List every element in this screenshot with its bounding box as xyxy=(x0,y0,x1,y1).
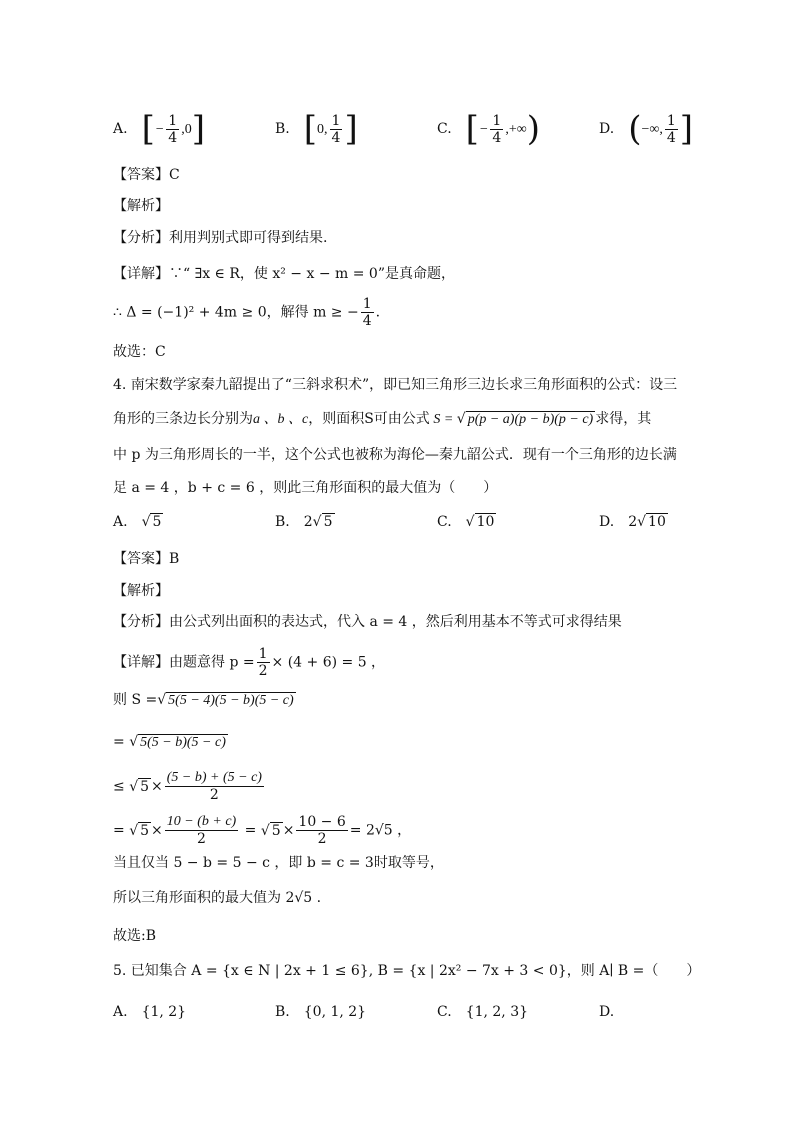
frac-den: 2 xyxy=(258,663,268,679)
q4-sides: a 、b 、c xyxy=(253,412,309,427)
option-label: C. xyxy=(437,514,452,530)
q4-detail1 xyxy=(113,646,385,679)
q3-detail: 【详解】∵“ ∃x ∈ R，使 x² − x − m = 0”是真命题， xyxy=(113,266,455,282)
option-label: A. xyxy=(113,121,128,137)
frac-den: 2 xyxy=(317,831,327,847)
q5-option-a xyxy=(113,1002,186,1022)
q4-stem-line2: 角形的三条边长分别为a 、b 、c，则面积S可由公式 S = √ p(p − a)(p − b)(p − c) 求得，其 xyxy=(113,411,652,427)
radicand: 5 xyxy=(152,514,162,530)
q3-detail-line2: ∴ Δ = (−1)² + 4m ≥ 0，解得 m ≥ − $\frac{1}{4}$ . xyxy=(113,296,381,329)
frac-den: 2 xyxy=(197,831,206,847)
frac-num: 1 xyxy=(666,112,676,129)
option-label: D. xyxy=(599,121,615,137)
q4-eq4: = √ 5 × $\frac{10 - (b + c)}{2}$ = √ 5 × $\frac{10 - 6}{2}$ = 2√5 ， xyxy=(113,814,412,847)
q5-option-b xyxy=(275,1002,366,1022)
radicand: 10 xyxy=(648,514,666,530)
q4-fenxi: 【分析】由公式列出面积的表达式，代入 a = 4 ，然后利用基本不等式可求得结果 xyxy=(113,614,622,630)
radicand: 5(5 − 4)(5 − b)(5 − c) xyxy=(168,693,294,708)
q4-eq2: = √ 5(5 − b)(5 − c) xyxy=(113,734,226,750)
frac-num: 1 xyxy=(168,112,178,129)
radicand: 5(5 − b)(5 − c) xyxy=(140,735,226,750)
q3-choice: 故选：C xyxy=(113,344,166,360)
q5-option-c xyxy=(437,1002,528,1022)
q4-stem-line4: 足 a = 4 ，b + c = 6 ，则此三角形面积的最大值为（ ） xyxy=(113,480,498,496)
option-label: B. xyxy=(275,1004,290,1020)
option-label: C. xyxy=(437,1004,452,1020)
frac-num: (5 − b) + (5 − c) xyxy=(166,770,262,785)
frac-num: 1 xyxy=(331,112,341,129)
frac-den: 4 xyxy=(362,313,372,329)
q4-stem-line2-d: 求得，其 xyxy=(595,411,652,427)
option-label: B. xyxy=(275,121,290,137)
q4-stem-line2-a: 角形的三条边长分别为 xyxy=(113,411,253,427)
q3-option-d: D. (−∞, $\frac{1}{4}$ ] xyxy=(599,109,694,149)
frac-num: 10 − (b + c) xyxy=(166,814,237,829)
frac-den: 4 xyxy=(331,129,341,146)
frac-den: 4 xyxy=(666,129,676,146)
q4-stem-line3: 中 p 为三角形周长的一半，这个公式也被称为海伦—秦九韶公式．现有一个三角形的边长满 xyxy=(113,447,677,463)
frac-num: 1 xyxy=(258,646,268,662)
q4-stem-line1: 4. 南宋数学家秦九韶提出了“三斜求积术”，即已知三角形三边长求三角形面积的公式：设三 xyxy=(113,377,678,393)
frac-den: 4 xyxy=(168,129,178,146)
q4-detail1-suffix: × (4 + 6) = 5 ， xyxy=(271,654,386,671)
q4-eq4-tail: = 2√5 ， xyxy=(349,822,412,839)
q4-answer: 【答案】B xyxy=(113,551,180,567)
q3-option-b: B. [0, $\frac{1}{4}$ ] xyxy=(275,109,358,149)
option-text: {1, 2, 3} xyxy=(465,1004,529,1020)
option-label: C. xyxy=(437,121,452,137)
q3-answer: 【答案】C xyxy=(113,167,180,183)
q4-detail1-prefix: 【详解】由题意得 p = xyxy=(113,654,255,671)
q4-option-c: C. √ 10 xyxy=(437,514,495,530)
frac-num: 1 xyxy=(492,112,502,129)
coefficient: 2 xyxy=(628,514,638,530)
option-text: {1, 2} xyxy=(141,1004,187,1020)
q4-max: 所以三角形面积的最大值为 2√5 . xyxy=(113,890,322,906)
q4-option-d: D. 2√ 10 xyxy=(599,514,666,530)
frac-den: 2 xyxy=(209,787,219,803)
radicand: 5 xyxy=(323,514,333,530)
option-label: D. xyxy=(599,514,615,530)
option-label: B. xyxy=(275,514,290,530)
q4-analysis-title: 【解析】 xyxy=(113,583,169,599)
option-label: A. xyxy=(113,1004,128,1020)
q4-stem-line2-c: ，则面积S可由公式 xyxy=(308,411,430,427)
q4-ineq: ≤ √ 5 × $\frac{(5 - b) + (5 - c)}{2}$ xyxy=(113,770,262,803)
frac-den: 4 xyxy=(492,129,502,146)
frac-num: 10 − 6 xyxy=(298,814,346,830)
q4-s-prefix: 则 S = xyxy=(113,692,158,708)
q3-analysis-title: 【解析】 xyxy=(113,198,169,214)
q3-detail-line2-text: ∴ Δ = (−1)² + 4m ≥ 0，解得 m ≥ − xyxy=(113,304,359,321)
q5-stem: 5. 已知集合 A = {x ∈ N | 2x + 1 ≤ 6}, B = {x | 2x² − 7x + 3 < 0}，则 A∣ B =（ ） xyxy=(113,963,701,979)
q4-equality: 当且仅当 5 − b = 5 − c ，即 b = c = 3时取等号， xyxy=(113,855,444,871)
q3-option-c: C. [− $\frac{1}{4}$ ,+∞) xyxy=(437,109,540,149)
q4-option-a: A. √ 5 xyxy=(113,514,162,530)
q4-option-b: B. 2√ 5 xyxy=(275,514,333,530)
option-label: A. xyxy=(113,514,128,530)
option-label: D. xyxy=(599,1004,615,1020)
option-text: {0, 1, 2} xyxy=(303,1004,367,1020)
q5-option-d xyxy=(599,1002,628,1022)
q3-fenxi: 【分析】利用判别式即可得到结果. xyxy=(113,230,328,246)
q3-option-a: A. [− $\frac{1}{4}$ ,0] xyxy=(113,109,205,149)
frac-num: 1 xyxy=(362,296,372,312)
coefficient: 2 xyxy=(303,514,313,530)
q4-choice: 故选:B xyxy=(113,928,157,944)
q4-s-expr: 则 S =√ 5(5 − 4)(5 − b)(5 − c) xyxy=(113,692,294,708)
radicand: 10 xyxy=(476,514,495,530)
